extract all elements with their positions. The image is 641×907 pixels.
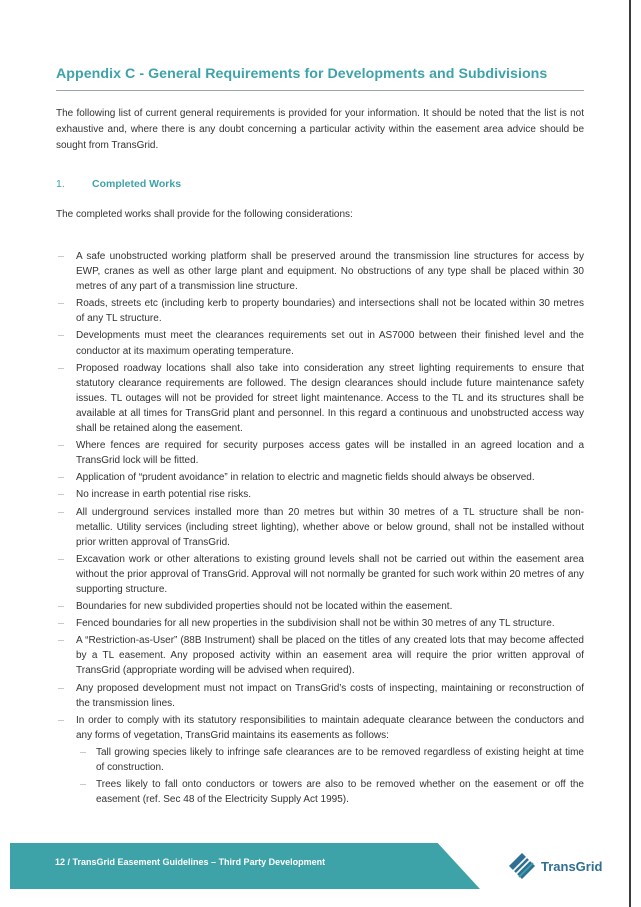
footer-brand <box>507 851 607 881</box>
page-title: Appendix C - General Requirements for Developments and Subdivisions <box>56 66 548 82</box>
section-heading <box>56 178 356 190</box>
bullet-dash <box>58 335 64 336</box>
list-item: Fenced boundaries for all new properties in the subdivision shall not be within 30 metres of any TL structure. <box>56 616 584 631</box>
list-item: Where fences are required for security purposes access gates will be installed in an agreed location and a TransGrid lock will be fitted. <box>56 438 584 468</box>
bullet-dash <box>58 623 64 624</box>
intro-paragraph: The following list of current general requirements is provided for your information. It should be noted that the list is not exhaustive and, where there is any doubt concerning a particular activity within the easement area advice should be sought from TransGrid. <box>56 108 584 151</box>
bullet-dash <box>58 477 64 478</box>
section-lead: The completed works shall provide for the following considerations: <box>56 209 353 220</box>
bullet-dash <box>58 368 64 369</box>
bullet-dash <box>58 256 64 257</box>
bullet-dash <box>58 445 64 446</box>
list-item: A safe unobstructed working platform shall be preserved around the transmission line structures for access by EWP, cranes as well as other large plant and equipment. No obstructions of any type shall be placed within 30 metres of any part of a transmission line structure. <box>56 249 584 294</box>
list-item: Boundaries for new subdivided properties should not be located within the easement. <box>56 599 584 614</box>
list-item: Developments must meet the clearances requirements set out in AS7000 between their finished level and the conductor at its maximum operating temperature. <box>56 328 584 358</box>
list-item: Roads, streets etc (including kerb to property boundaries) and intersections shall not be located within 30 metres of any TL structure. <box>56 296 584 326</box>
bullet-dash <box>58 512 64 513</box>
footer-page-label: 12 / TransGrid Easement Guidelines – Third Party Development <box>55 857 326 867</box>
sub-list-item: Trees likely to fall onto conductors or towers are also to be removed whether on the easement or off the easement (ref. Sec 48 of the Electricity Supply Act 1995). <box>56 777 584 807</box>
list-item: A “Restriction-as-User” (88B Instrument) shall be placed on the titles of any created lots that may become affected by a TL easement. Any proposed activity within an easement area will require the prior written approval of TransGrid (appropriate wording will be advised when required). <box>56 633 584 678</box>
list-item: Excavation work or other alterations to existing ground levels shall not be carried out within the easement area without the prior approval of TransGrid. Approval will not normally be granted for such work within 20 metres of any supporting structure. <box>56 552 584 597</box>
section-number: 1. <box>56 178 65 190</box>
bullet-dash <box>58 606 64 607</box>
brand-name: TransGrid <box>541 858 603 874</box>
bullet-dash <box>58 494 64 495</box>
sub-bullet-dash <box>80 752 86 753</box>
page-edge-line <box>629 0 631 907</box>
bullet-dash <box>58 559 64 560</box>
bullet-dash <box>58 720 64 721</box>
list-item: All underground services installed more than 20 metres but within 30 metres of a TL structure shall be non-metallic. Utility services (including street lighting), whether above or below ground, shall not be installed without prior written approval of TransGrid. <box>56 505 584 550</box>
requirements-list <box>56 249 584 809</box>
list-item: Any proposed development must not impact on TransGrid’s costs of inspecting, maintaining or reconstruction of the transmission lines. <box>56 681 584 711</box>
transgrid-logo-icon <box>507 851 537 881</box>
list-item: Application of “prudent avoidance” in relation to electric and magnetic fields should always be observed. <box>56 470 584 485</box>
bullet-dash <box>58 303 64 304</box>
sub-list-item: Tall growing species likely to infringe safe clearances are to be removed regardless of existing height at time of construction. <box>56 745 584 775</box>
bullet-dash <box>58 640 64 641</box>
sub-bullet-dash <box>80 784 86 785</box>
section-title: Completed Works <box>92 178 182 190</box>
bullet-dash <box>58 688 64 689</box>
list-item: Proposed roadway locations shall also take into consideration any street lighting requirements to ensure that statutory clearance requirements are followed. The design clearances should include future maintenance safety issues. TL outages will not be provided for street light maintenance. Access to the TL and its structures shall be available at all times for TransGrid plant and personnel. In this regard a continuous and unobstructed access way shall be retained along the easement. <box>56 361 584 436</box>
list-item: In order to comply with its statutory responsibilities to maintain adequate clearance between the conductors and any forms of vegetation, TransGrid maintains its easements as follows: <box>56 713 584 743</box>
title-divider <box>56 90 584 91</box>
list-item: No increase in earth potential rise risks. <box>56 487 584 502</box>
